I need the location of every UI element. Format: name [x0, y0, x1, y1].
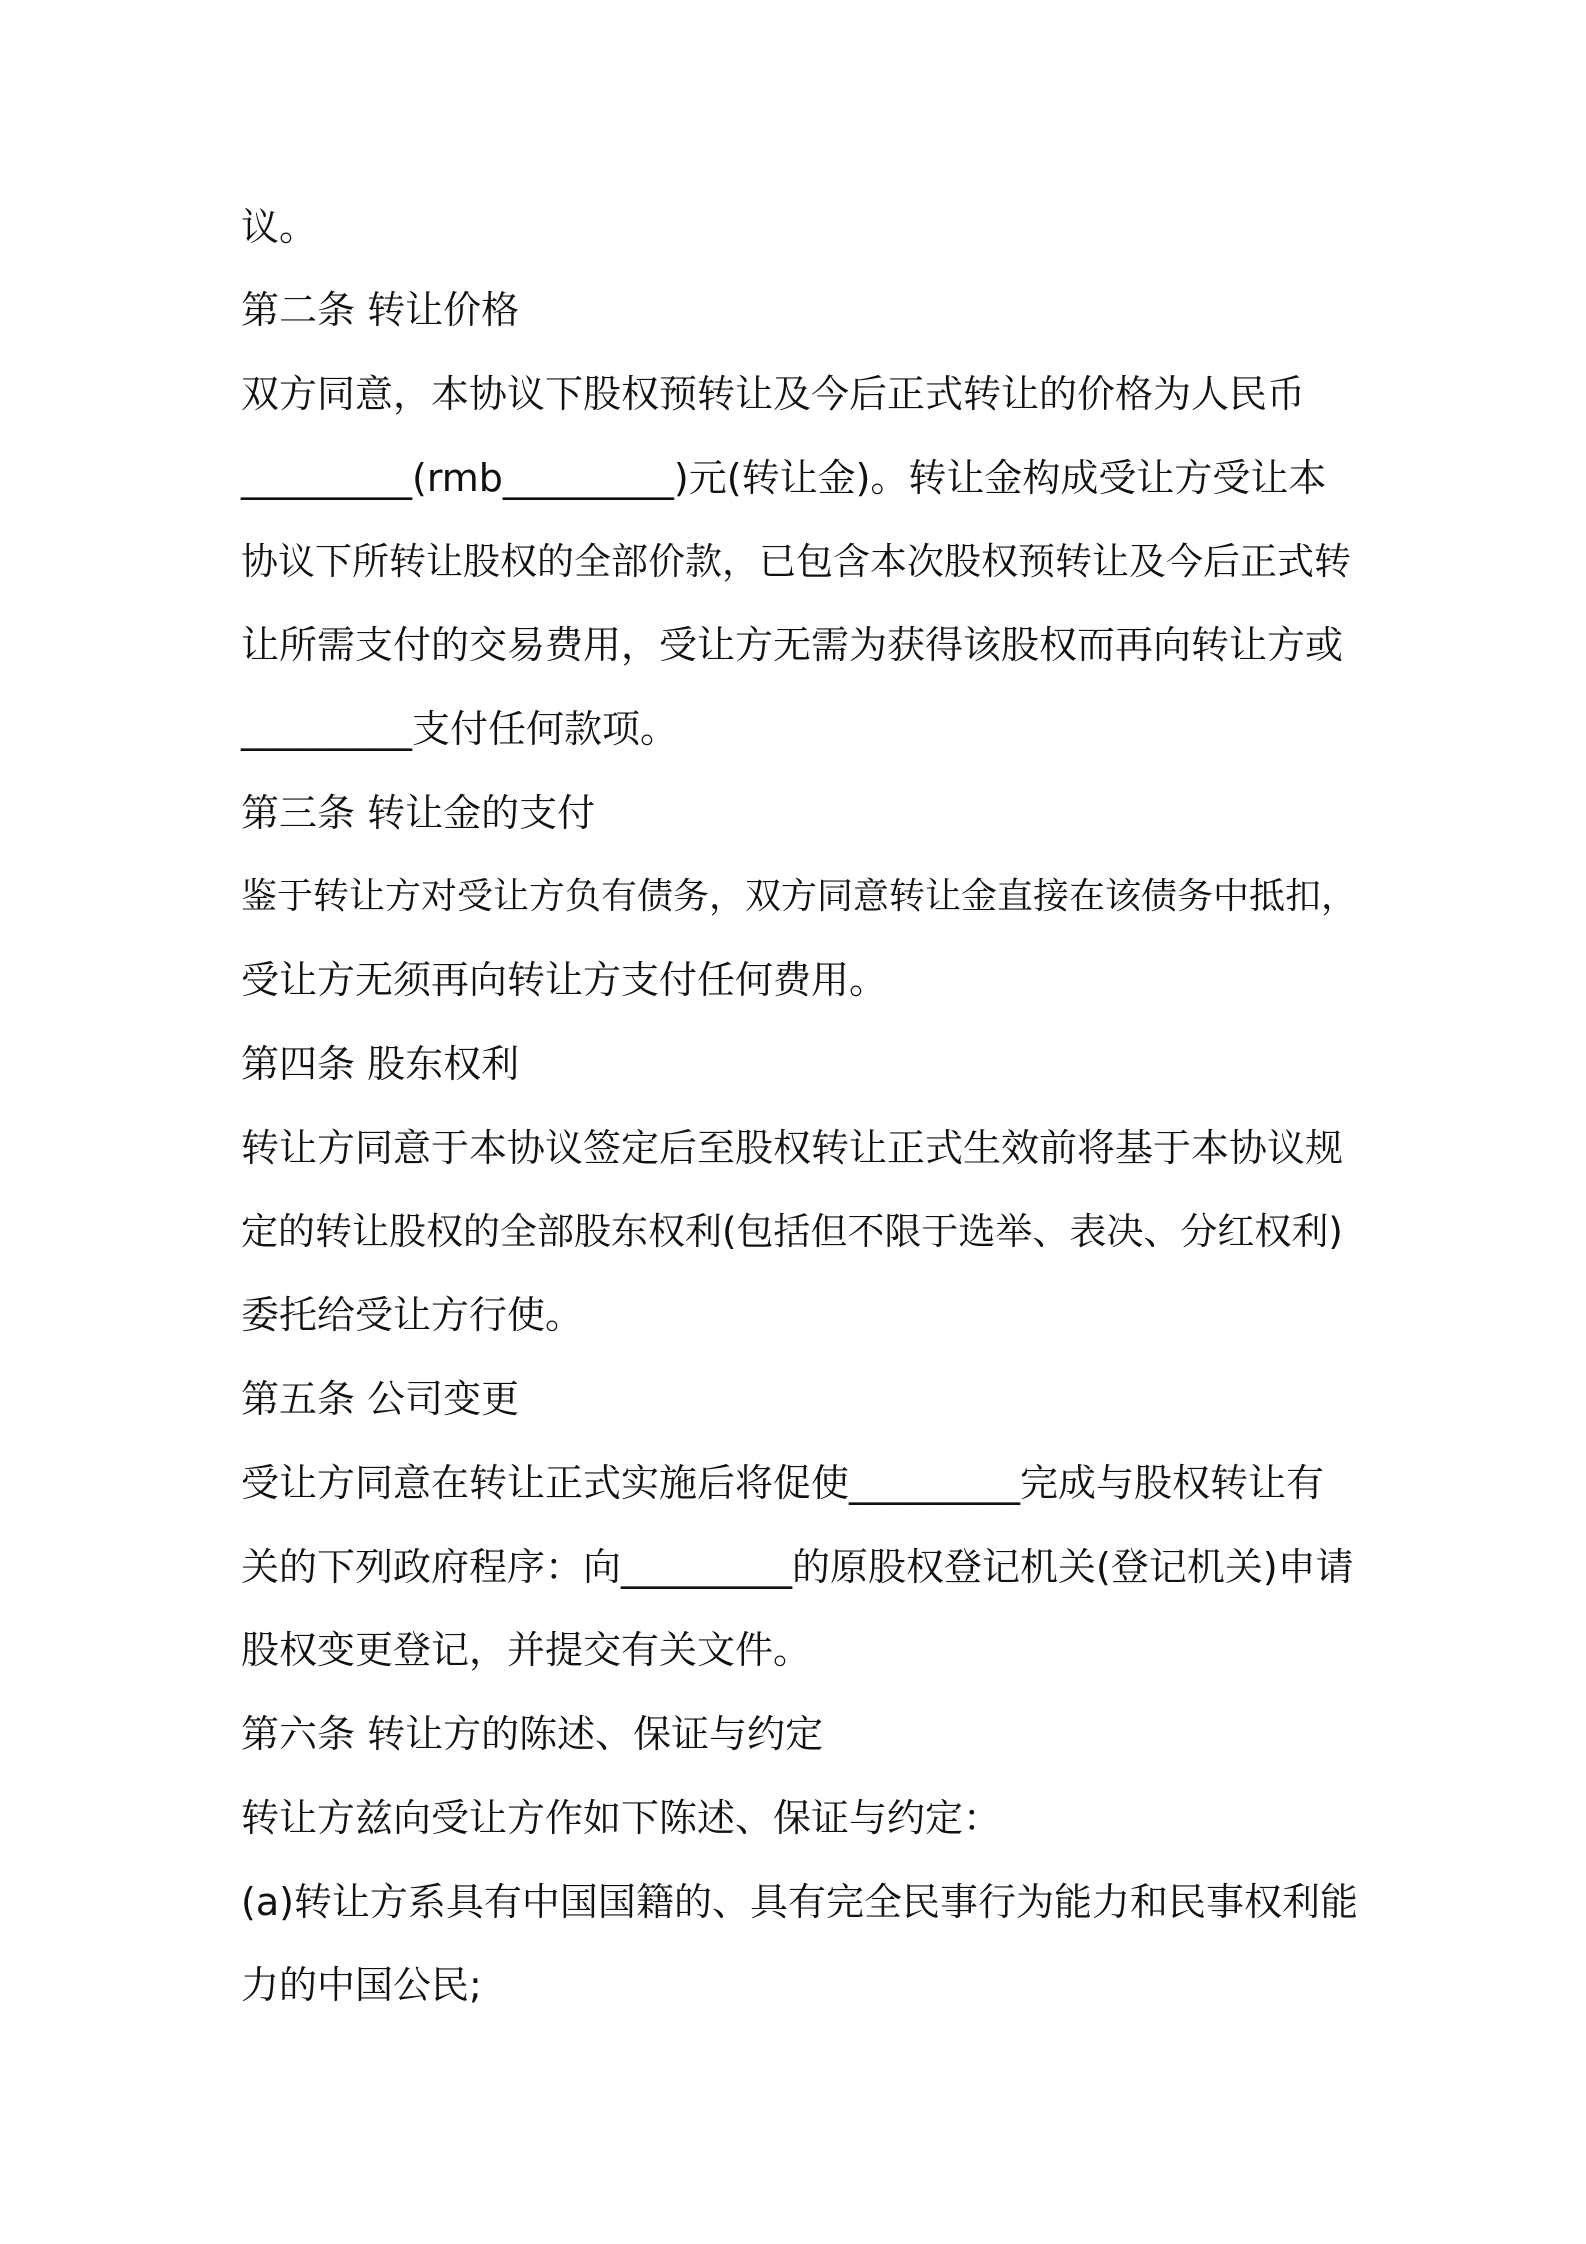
- article-heading-5: 第五条 公司变更: [241, 1377, 520, 1421]
- article-heading-3: 第三条 转让金的支付: [241, 791, 596, 835]
- text-line: 鉴于转让方对受让方负有债务，双方同意转让金直接在该债务中抵扣，: [241, 876, 1358, 917]
- text-line: 受让方无须再向转让方支付任何费用。: [241, 958, 888, 1002]
- text-line: 转让方兹向受让方作如下陈述、保证与约定：: [241, 1796, 1002, 1840]
- text-line: 转让方同意于本协议签定后至股权转让正式生效前将基于本协议规: [241, 1126, 1344, 1170]
- article-heading-6: 第六条 转让方的陈述、保证与约定: [241, 1712, 824, 1756]
- text-line-continuation: 议。: [241, 205, 318, 249]
- text-line: 关的下列政府程序：向_________的原股权登记机关(登记机关)申请: [241, 1545, 1354, 1589]
- text-line: 定的转让股权的全部股东权利(包括但不限于选举、表决、分红权利): [241, 1210, 1343, 1253]
- text-line: 让所需支付的交易费用，受让方无需为获得该股权而再向转让方或: [241, 623, 1344, 667]
- text-line: 委托给受让方行使。: [241, 1293, 584, 1337]
- text-line: 股权变更登记，并提交有关文件。: [241, 1628, 812, 1672]
- article-heading-4: 第四条 股东权利: [241, 1042, 520, 1086]
- text-line: (a)转让方系具有中国国籍的、具有完全民事行为能力和民事权利能: [241, 1880, 1358, 1924]
- text-line: 力的中国公民;: [241, 1963, 482, 2007]
- text-line: _________支付任何款项。: [241, 707, 679, 751]
- article-heading-2: 第二条 转让价格: [241, 288, 520, 332]
- text-line: 受让方同意在转让正式实施后将促使_________完成与股权转让有: [241, 1461, 1325, 1505]
- text-line: 双方同意，本协议下股权预转让及今后正式转让的价格为人民币: [241, 372, 1306, 416]
- text-line: 协议下所转让股权的全部价款，已包含本次股权预转让及今后正式转: [241, 540, 1351, 583]
- text-line: _________(rmb_________)元(转让金)。转让金构成受让方受让本: [241, 456, 1327, 500]
